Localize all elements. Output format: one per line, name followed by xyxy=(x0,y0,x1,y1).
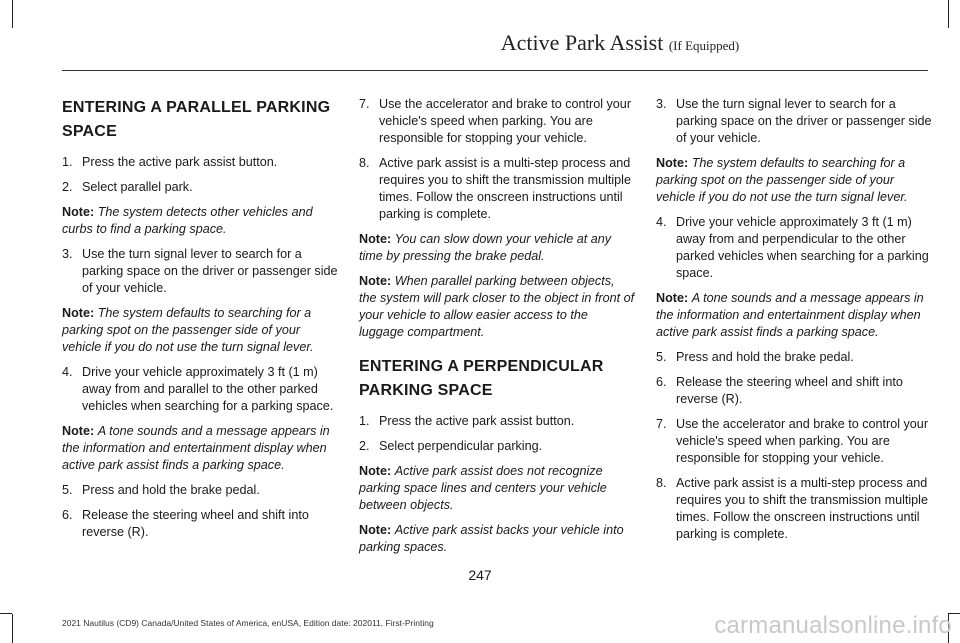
note-text: The system defaults to searching for a parking spot on the passenger side of your vehicle if you do not use the turn signal lever. xyxy=(656,156,908,204)
list-item xyxy=(656,475,932,543)
note xyxy=(656,155,932,206)
list-number: 6. xyxy=(656,375,667,389)
list-item xyxy=(359,413,635,430)
list-item xyxy=(656,416,932,467)
list-text: Press the active park assist button. xyxy=(379,414,575,428)
list-number: 7. xyxy=(656,417,667,431)
note xyxy=(359,231,635,265)
note-label: Note: xyxy=(359,232,392,246)
note-label: Note: xyxy=(359,464,392,478)
note-text: A tone sounds and a message appears in the information and entertainment display when active park assist finds a parking space. xyxy=(656,291,924,339)
list-item xyxy=(62,246,338,297)
note xyxy=(656,290,932,341)
note-label: Note: xyxy=(359,523,392,537)
list-number: 8. xyxy=(359,156,370,170)
note-label: Note: xyxy=(656,291,689,305)
header-title-text: Active Park Assist xyxy=(500,30,664,55)
list-number: 6. xyxy=(62,508,73,522)
section-heading-parallel xyxy=(62,96,338,144)
list-text: Use the accelerator and brake to control your vehicle's speed when parking. You are responsible for stopping your vehicle. xyxy=(379,97,632,145)
list-item xyxy=(62,179,338,196)
crop-mark-bottom-left-vertical xyxy=(12,614,13,643)
list-item xyxy=(656,349,932,366)
crop-mark-top-left-vertical xyxy=(12,0,13,28)
column-1 xyxy=(62,96,338,549)
note-label: Note: xyxy=(656,156,689,170)
list-item xyxy=(62,364,338,415)
list-number: 1. xyxy=(359,414,370,428)
note xyxy=(359,522,635,556)
note xyxy=(62,204,338,238)
list-text: Drive your vehicle approximately 3 ft (1 m) away from and parallel to the other parked vehicles when searching for a parking space. xyxy=(82,365,334,413)
list-text: Select parallel park. xyxy=(82,180,193,194)
list-item xyxy=(359,96,635,147)
note-label: Note: xyxy=(62,424,95,438)
list-item xyxy=(62,154,338,171)
list-item xyxy=(359,155,635,223)
list-number: 4. xyxy=(62,365,73,379)
list-text: Release the steering wheel and shift into reverse (R). xyxy=(82,508,309,539)
page-number: 247 xyxy=(468,567,492,583)
column-2 xyxy=(359,96,635,564)
note xyxy=(62,305,338,356)
list-number: 1. xyxy=(62,155,73,169)
list-text: Select perpendicular parking. xyxy=(379,439,543,453)
list-number: 8. xyxy=(656,476,667,490)
note-text: You can slow down your vehicle at any time by pressing the brake pedal. xyxy=(359,232,612,263)
note xyxy=(359,463,635,514)
list-text: Active park assist is a multi-step process and requires you to shift the transmission multiple times. Follow the onscreen instructions until parking is complete. xyxy=(379,156,631,221)
list-number: 3. xyxy=(62,247,73,261)
heading-line: SPACE xyxy=(62,123,117,140)
list-number: 5. xyxy=(62,483,73,497)
section-heading-perpendicular xyxy=(359,355,635,403)
list-number: 4. xyxy=(656,215,667,229)
list-text: Use the turn signal lever to search for a parking space on the driver or passenger side of your vehicle. xyxy=(82,247,338,295)
list-text: Use the turn signal lever to search for a parking space on the driver or passenger side of your vehicle. xyxy=(676,97,932,145)
list-number: 2. xyxy=(359,439,370,453)
note-label: Note: xyxy=(359,274,392,288)
list-number: 2. xyxy=(62,180,73,194)
crop-mark-top-right-vertical xyxy=(948,0,949,28)
note-text: When parallel parking between objects, the system will park closer to the object in front of your vehicle to allow easier access to the luggage compartment. xyxy=(359,274,635,339)
list-text: Use the accelerator and brake to control your vehicle's speed when parking. You are responsible for stopping your vehicle. xyxy=(676,417,929,465)
heading-line: ENTERING A PARALLEL PARKING xyxy=(62,99,331,116)
note-text: The system defaults to searching for a parking spot on the passenger side of your vehicle if you do not use the turn signal lever. xyxy=(62,306,314,354)
header-rule xyxy=(62,70,928,71)
heading-line: PARKING SPACE xyxy=(359,382,493,399)
list-number: 3. xyxy=(656,97,667,111)
heading-line: ENTERING A PERPENDICULAR xyxy=(359,358,604,375)
note-text: A tone sounds and a message appears in the information and entertainment display when active park assist finds a parking space. xyxy=(62,424,330,472)
page-header-title xyxy=(300,30,940,56)
header-title-suffix: (If Equipped) xyxy=(668,38,740,53)
note-text: Active park assist does not recognize parking space lines and centers your vehicle between objects. xyxy=(359,464,607,512)
note-text: The system detects other vehicles and curbs to find a parking space. xyxy=(62,205,313,236)
list-text: Press and hold the brake pedal. xyxy=(676,350,854,364)
list-number: 7. xyxy=(359,97,370,111)
note xyxy=(359,273,635,341)
list-item xyxy=(656,214,932,282)
list-number: 5. xyxy=(656,350,667,364)
list-item xyxy=(62,507,338,541)
list-item xyxy=(656,374,932,408)
note-label: Note: xyxy=(62,306,95,320)
crop-mark-bottom-left-horizontal xyxy=(0,613,12,614)
column-3 xyxy=(656,96,932,551)
watermark: carmanualsonline.info xyxy=(714,612,952,639)
list-item xyxy=(656,96,932,147)
note-text: Active park assist backs your vehicle into parking spaces. xyxy=(359,523,624,554)
footer-edition-info: 2021 Nautilus (CD9) Canada/United States of America, enUSA, Edition date: 202011, First-Printing xyxy=(62,618,434,628)
note-label: Note: xyxy=(62,205,95,219)
list-text: Press the active park assist button. xyxy=(82,155,278,169)
list-text: Active park assist is a multi-step process and requires you to shift the transmission multiple times. Follow the onscreen instructions until parking is complete. xyxy=(676,476,928,541)
list-item xyxy=(62,482,338,499)
list-item xyxy=(359,438,635,455)
list-text: Drive your vehicle approximately 3 ft (1 m) away from and perpendicular to the other parked vehicles when searching for a parking space. xyxy=(676,215,929,280)
list-text: Release the steering wheel and shift into reverse (R). xyxy=(676,375,903,406)
note xyxy=(62,423,338,474)
list-text: Press and hold the brake pedal. xyxy=(82,483,260,497)
